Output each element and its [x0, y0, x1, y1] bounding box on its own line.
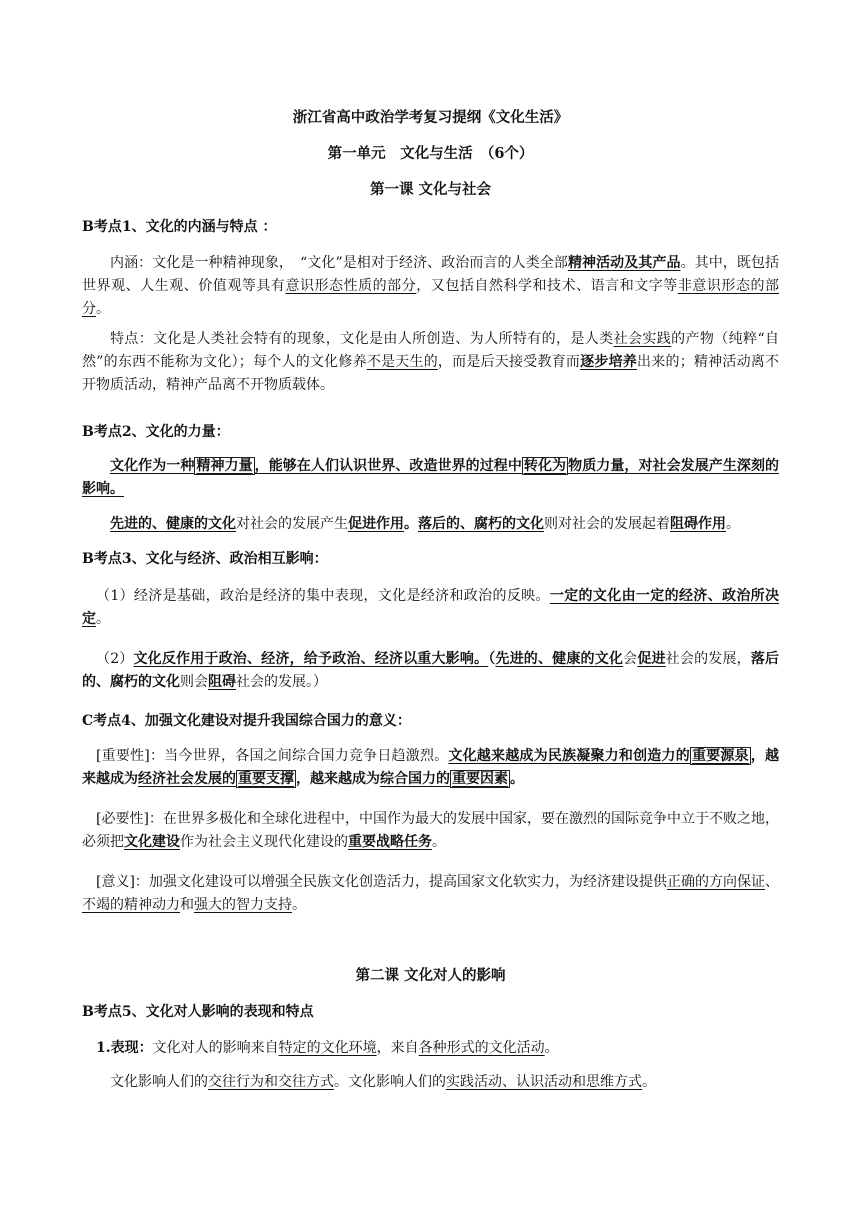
key-term: 实践活动、认识活动和思维方式 — [446, 1074, 642, 1090]
key-term: 文化建设 — [124, 834, 180, 850]
section-heading-5: B考点5、文化对人影响的表现和特点 — [82, 1004, 314, 1020]
key-term: 重要战略任务 — [348, 834, 432, 850]
paragraph-necessity — [82, 808, 779, 854]
text-run: （2） — [96, 651, 134, 667]
text-run: 。 — [96, 301, 110, 317]
text-run: 社会的发展。） — [236, 674, 327, 690]
key-term: 文化反作用于政治、经济，给予政治、经济以重大影响。 — [133, 651, 489, 667]
text-run: ，来自 — [376, 1040, 419, 1056]
text-run: 。 — [432, 834, 446, 850]
text-run: 特点：文化是人类社会特有的现象，文化是由人所创造、为人所特有的，是人类 — [110, 331, 614, 347]
key-term: 正确的方向保证 — [667, 874, 766, 890]
boxed-term: 转化为 — [523, 458, 567, 474]
text-run: （ — [488, 651, 496, 667]
key-term: 不竭的精神动力 — [82, 897, 180, 913]
paragraph-influence — [82, 1071, 779, 1094]
paragraph-significance — [82, 871, 779, 917]
key-term: 经济社会发展的 — [138, 771, 236, 787]
text-run: 。 — [726, 516, 740, 532]
paragraph-manifestation — [82, 1037, 779, 1060]
text-run: 文化对人的影响来自 — [152, 1040, 279, 1056]
key-term: 先进的、健康的文化 — [110, 516, 236, 532]
boxed-term: 重要源泉 — [691, 748, 749, 764]
lesson2-title: 第二课 文化对人的影响 — [355, 967, 506, 984]
text-run: [重要性]：当今世界，各国之间综合国力竞争日趋激烈。 — [96, 748, 449, 764]
key-term: 各种形式的文化活动 — [418, 1040, 545, 1056]
paragraph-advanced-culture — [82, 513, 779, 536]
key-term: 社会实践 — [613, 331, 672, 347]
key-term: 促进 — [637, 651, 666, 667]
paragraph-features — [82, 328, 779, 397]
key-term: 阻碍作用 — [670, 516, 726, 532]
key-term: 一定的文化由一定的经济、政治所决定 — [82, 588, 780, 627]
key-term: 强大的智力支持 — [194, 897, 292, 913]
text-run: ，又包括自然科学和技术、语言和文字等 — [416, 278, 678, 294]
boxed-term: 精神力量 — [196, 458, 253, 474]
text-run: 。其中，既包括世界观、人生观、价值观等具有 — [82, 255, 780, 294]
key-term: 非意识形态的部分 — [82, 278, 780, 317]
text-run: （1）经济是基础，政治是经济的集中表现，文化是经济和政治的反映。 — [96, 588, 550, 604]
key-term: 促进作用 — [348, 516, 404, 532]
text-run: 、 — [765, 874, 780, 890]
unit-title: 第一单元 文化与生活 （6个） — [327, 145, 534, 162]
text-run: ，而是后天接受教育而 — [437, 354, 581, 370]
boxed-term: 重要支撑 — [238, 771, 294, 787]
section-heading-1: B考点1、文化的内涵与特点 ： — [82, 219, 277, 235]
lesson1-title: 第一课 文化与社会 — [369, 181, 492, 198]
key-term: 物质力量，对社会发展产生深刻的影响。 — [82, 458, 780, 497]
text-run: 对社会的发展产生 — [236, 516, 348, 532]
text-run: 。 — [404, 516, 418, 532]
key-term: 阻碍 — [208, 674, 236, 690]
key-term: 逐步培养 — [580, 354, 638, 370]
text-run: [意义]：加强文化建设可以增强全民族文化创造活力，提高国家文化软实力，为经济建设提供 — [96, 874, 667, 890]
text-run: 。 — [510, 771, 524, 787]
key-term: ，能够在人们认识世界、改造世界的过程中 — [254, 458, 522, 474]
section-heading-3: B考点3、文化与经济、政治相互影响： — [82, 551, 328, 567]
paragraph-connotation — [82, 252, 779, 321]
boxed-term: 重要因素 — [452, 771, 508, 787]
text-run: 。文化影响人们的 — [334, 1074, 446, 1090]
text-run: 会 — [623, 651, 638, 667]
key-term: 落后的、腐朽的文化 — [418, 516, 544, 532]
key-term: 特定的文化环境 — [278, 1040, 377, 1056]
text-run: 出来的；精神活动离不开物质活动，精神产品离不开物质载体。 — [82, 354, 780, 393]
text-run: 。 — [642, 1074, 656, 1090]
text-run: 文化影响人们的 — [110, 1074, 208, 1090]
text-run: [必要性]：在世界多极化和全球化进程中，中国作为最大的发展中国家，要在激烈的国际竞争中立于不败之地，必须把 — [82, 811, 779, 850]
text-run: 。 — [96, 611, 110, 627]
text-run: 则会 — [180, 674, 208, 690]
doc-title: 浙江省高中政治学考复习提纲《文化生活》 — [292, 109, 569, 126]
text-run: 内涵：文化是一种精神现象， “文化”是相对于经济、政治而言的人类全部 — [110, 255, 568, 271]
section-heading-4: C考点4、加强文化建设对提升我国综合国力的意义： — [82, 713, 411, 729]
key-term: 落后的、腐朽的文化 — [82, 651, 780, 690]
key-term: 意识形态性质的部分 — [285, 278, 417, 294]
text-run: 和 — [180, 897, 194, 913]
key-term: 不是天生的 — [366, 354, 438, 370]
text-run: 。 — [544, 1040, 559, 1056]
key-term: 精神活动及其产品 — [567, 255, 681, 271]
paragraph-economy-politics-2 — [82, 648, 779, 694]
key-term: 文化越来越成为民族凝聚力和创造力的 — [448, 748, 690, 764]
text-run: 则对社会的发展起着 — [544, 516, 670, 532]
text-run: 作为社会主义现代化建设的 — [180, 834, 348, 850]
key-term: 交往行为和交往方式 — [208, 1074, 334, 1090]
section-heading-2: B考点2、文化的力量： — [82, 424, 230, 440]
text-run: 的产物（纯粹“自然”的东西不能称为文化）；每个人的文化修养 — [82, 331, 779, 370]
key-term: 综合国力的 — [380, 771, 450, 787]
key-term: 先进的、健康的文化 — [495, 651, 624, 667]
text-run: 社会的发展， — [665, 651, 751, 667]
text-run: ，越来越成为 — [296, 771, 380, 787]
paragraph-power — [82, 455, 779, 501]
paragraph-importance — [82, 745, 779, 791]
key-term: 文化作为一种 — [110, 458, 195, 474]
text-run: 。 — [292, 897, 306, 913]
text-run: 1.表现： — [96, 1040, 153, 1056]
paragraph-economy-politics-1 — [82, 585, 779, 631]
text-run: ，越来越成为 — [82, 748, 780, 787]
